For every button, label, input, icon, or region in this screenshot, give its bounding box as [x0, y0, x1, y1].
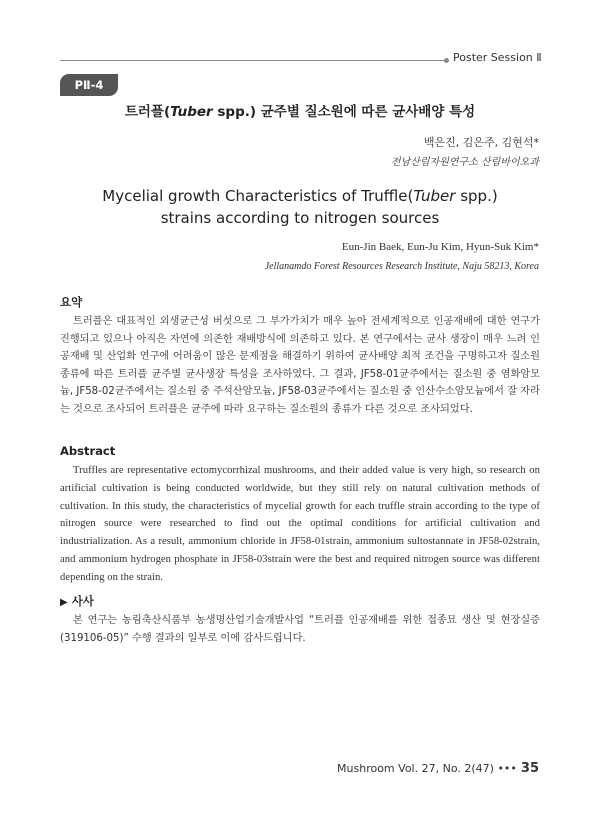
session-label: Poster Session Ⅱ — [453, 51, 542, 64]
page-footer — [337, 761, 539, 776]
summary-heading: 요약 — [60, 295, 83, 309]
title-english-line2: strains according to nitrogen sources — [160, 209, 440, 227]
poster-number-badge: PⅡ-4 — [60, 74, 118, 96]
abstract-body — [60, 462, 540, 587]
acknowledgment-heading — [60, 593, 94, 609]
triangle-bullet-icon: ▶ — [60, 597, 68, 608]
abstract-heading: Abstract — [60, 444, 116, 458]
authors-english: Eun-Jin Baek, Eun-Ju Kim, Hyun-Suk Kim* — [341, 241, 539, 253]
summary-paragraph: 트러플은 대표적인 외생균근성 버섯으로 그 부가가치가 매우 높아 전세계적으로 인공재배에 대한 연구가 진행되고 있으나 아직은 자연에 의존한 재배방식에 의존하고 있다. 본 연구에서는 균사 생장이 매우 느려 인공재배 및 산업화 연구에 어려움이 많은 문제점을 해결하기 위하여 균사배양 최적 조건을 구명하고자 질소원 종류에 따른 트러플 균주별 균사생장 특성을 조사하였다. 그 결과, JF58-01균주에서는 질소원 중 염화암모늄, JF58-02균주에서는 질소원 중 주석산암모늄, JF58-03균주에서는 질소원 중 인산수소암모늄에서 잘 자라는 것으로 조사되어 트러플은 균주에 따라 요구하는 질소원의 종류가 다른 것으로 조사되었다. — [60, 316, 540, 415]
abstract-paragraph: Truffles are representative ectomycorrhizal mushrooms, and their added value is very high, so research on artificial cultivation is being conducted worldwide, but they still rely on natural cultivation methods of cultivation. In this study, the characteristics of mycelial growth for each truffle strain according to the type of nitrogen source were researched to find out the optimal conditions for artificial cultivation and industrialization. As a result, ammonium chloride in JF58-01strain, ammonium sultostannate in JF58-02strain, and ammonium hydrogen phosphate in JF58-03strain were the best and required nitrogen source was different depending on the strain. — [60, 465, 540, 583]
affiliation-korean: 전남산림자원연구소 산림바이오과 — [390, 157, 539, 168]
acknowledgment-paragraph: 본 연구는 농림축산식품부 농생명산업기술개발사업 “트러플 인공재배를 위한 접종묘 생산 및 현장실증(319106-05)” 수행 결과의 일부로 이에 감사드립니다. — [60, 615, 540, 644]
title-english-line1: Mycelial growth Characteristics of Truffle(Tuber spp.) — [102, 187, 498, 205]
acknowledgment-body — [60, 612, 540, 648]
title-korean: 트러플(Tuber spp.) 균주별 질소원에 따른 균사배양 특성 — [124, 104, 476, 120]
summary-body — [60, 313, 540, 419]
footer-dots: ••• — [497, 762, 517, 775]
title-english — [0, 185, 600, 229]
authors-korean: 백은진, 김은주, 김현석* — [423, 136, 539, 149]
journal-citation: Mushroom Vol. 27, No. 2(47) — [337, 762, 494, 775]
header-rule — [60, 60, 445, 61]
page-number: 35 — [520, 761, 539, 776]
header-dot — [444, 58, 449, 63]
acknowledgment-heading-label: 사사 — [71, 594, 94, 608]
affiliation-english: Jellanamdo Forest Resources Research Institute, Naju 58213, Korea — [264, 261, 539, 272]
